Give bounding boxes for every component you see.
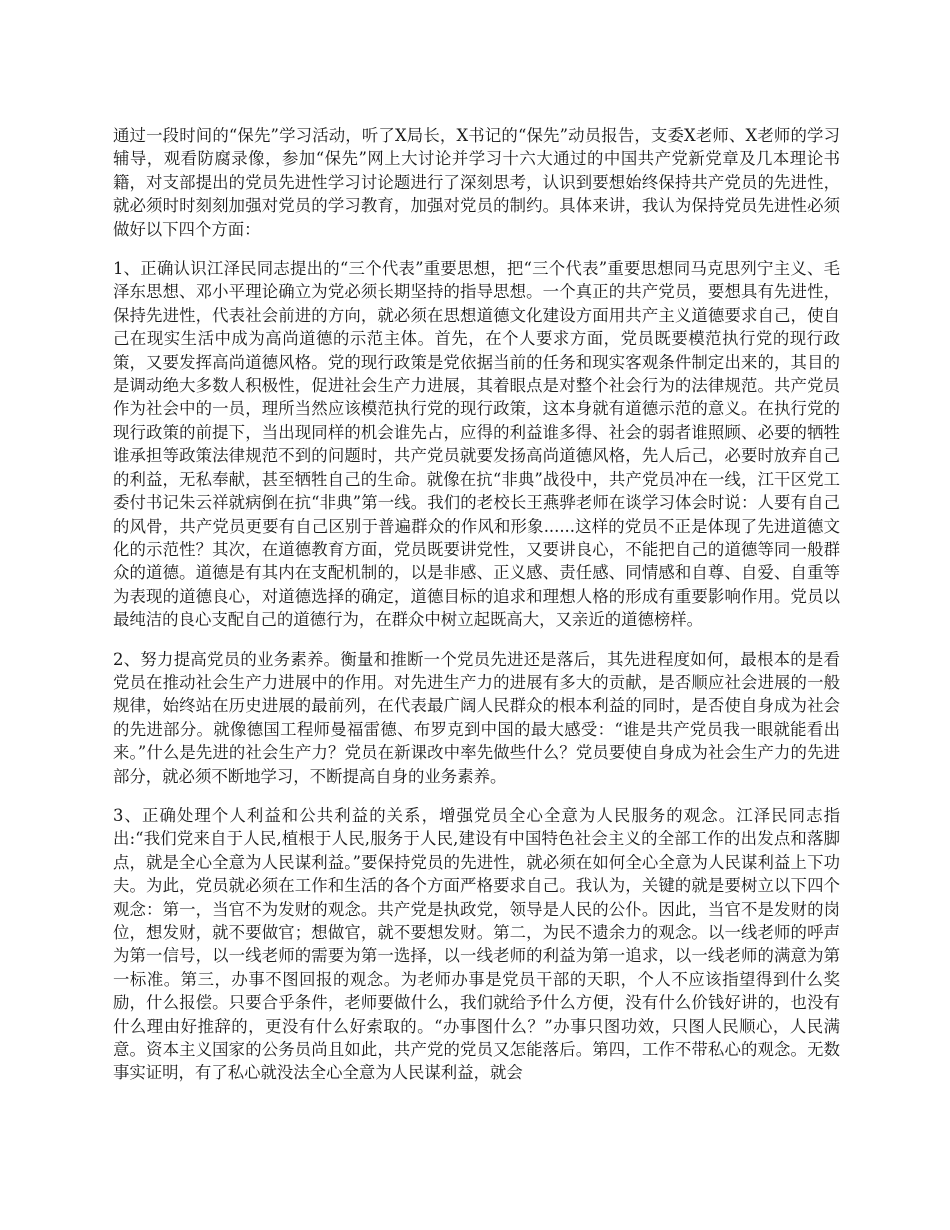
intro-paragraph: 通过一段时间的“保先”学习活动，听了X局长，X书记的“保先”动员报告，支委X老师、X老师的学习辅导，观看防腐录像，参加“保先”网上大讨论并学习十六大通过的中国共产党新党章及几本理论书籍，对支部提出的党员先进性学习讨论题进行了深刻思考，认识到要想始终保持共产党员的先进性，就必须时时刻刻加强对党员的学习教育，加强对党员的制约。具体来讲，我认为保持党员先进性必须做好以下四个方面：: [113, 126, 840, 239]
point-1-paragraph: 1、正确认识江泽民同志提出的“三个代表”重要思想，把“三个代表”重要思想同马克思列宁主义、毛泽东思想、邓小平理论确立为党必须长期坚持的指导思想。一个真正的共产党员，要想具有先进性，保持先进性，代表社会前进的方向，就必须在思想道德文化建设方面用共产主义道德要求自己，使自己在现实生活中成为高尚道德的示范主体。首先，在个人要求方面，党员既要模范执行党的现行政策，又要发挥高尚道德风格。党的现行政策是党依据当前的任务和现实客观条件制定出来的，其目的是调动绝大多数人积极性，促进社会生产力进展，其着眼点是对整个社会行为的法律规范。共产党员作为社会中的一员，理所当然应该模范执行党的现行政策，这本身就有道德示范的意义。在执行党的现行政策的前提下，当出现同样的机会谁先占，应得的利益谁多得、社会的弱者谁照顾、必要的牺牲谁承担等政策法律规范不到的问题时，共产党员就要发扬高尚道德风格，先人后己，必要时放弃自己的利益，无私奉献，甚至牺牲自己的生命。就像在抗“非典”战役中，共产党员冲在一线，江干区党工委付书记朱云祥就病倒在抗“非典”第一线。我们的老校长王燕骅老师在谈学习体会时说：人要有自己的风骨，共产党员更要有自己区别于普遍群众的作风和形象......这样的党员不正是体现了先进道德文化的示范性？其次，在道德教育方面，党员既要讲党性，又要讲良心，不能把自己的道德等同一般群众的道德。道德是有其内在支配机制的，以是非感、正义感、责任感、同情感和自尊、自爱、自重等为表现的道德良心，对道德选择的确定，道德目标的追求和理想人格的形成有重要影响作用。党员以最纯洁的良心支配自己的道德行为，在群众中树立起既高大，又亲近的道德榜样。: [113, 259, 840, 630]
point-3-paragraph: 3、正确处理个人利益和公共利益的关系，增强党员全心全意为人民服务的观念。江泽民同志指出:“我们党来自于人民,植根于人民,服务于人民,建设有中国特色社会主义的全部工作的出发点和落脚点，就是全心全意为人民谋利益。”要保持党员的先进性，就必须在如何全心全意为人民谋利益上下功夫。为此，党员就必须在工作和生活的各个方面严格要求自己。我认为，关键的就是要树立以下四个观念：第一，当官不为发财的观念。共产党是执政党，领导是人民的公仆。因此，当官不是发财的岗位，想发财，就不要做官；想做官，就不要想发财。第二，为民不遗余力的观念。以一线老师的呼声为第一信号，以一线老师的需要为第一选择，以一线老师的利益为第一追求，以一线老师的满意为第一标准。第三，办事不图回报的观念。为老师办事是党员干部的天职，个人不应该指望得到什么奖励，什么报偿。只要合乎条件，老师要做什么，我们就给予什么方便，没有什么价钱好讲的，也没有什么理由好推辞的，更没有什么好索取的。“办事图什么？”办事只图功效，只图人民顺心，人民满意。资本主义国家的公务员尚且如此，共产党的党员又怎能落后。第四，工作不带私心的观念。无数事实证明，有了私心就没法全心全意为人民谋利益，就会: [113, 805, 840, 1083]
document-body: [113, 124, 840, 1204]
point-2-paragraph: 2、努力提高党员的业务素养。衡量和推断一个党员先进还是落后，其先进程度如何，最根本的是看党员在推动社会生产力进展中的作用。对先进生产力的进展有多大的贡献，是否顺应社会进展的一般规律，始终站在历史进展的最前列，在代表最广阔人民群众的根本利益的同时，是否使自身成为社会的先进部分。就像德国工程师曼福雷德、布罗克到中国的最大感受：“谁是共产党员我一眼就能看出来。”什么是先进的社会生产力？党员在新课改中率先做些什么？党员要使自身成为社会生产力的先进部分，就必须不断地学习，不断提高自身的业务素养。: [113, 649, 840, 786]
